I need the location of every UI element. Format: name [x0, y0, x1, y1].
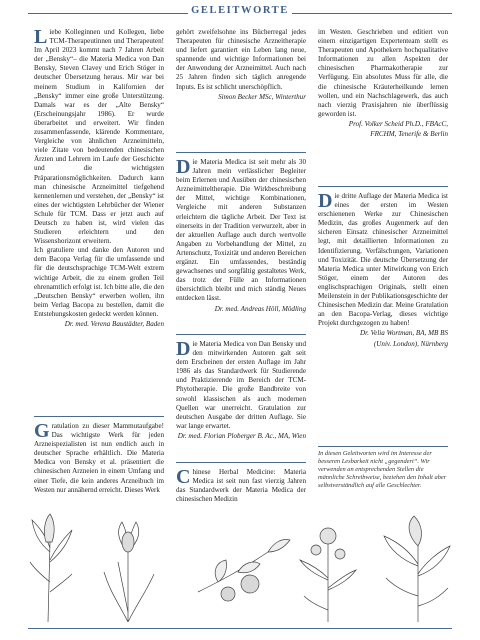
foreword-text: gehört zweifelsohne ins Bücherregal jedes Therapeuten für chinesische Arzneitherapie und liefert garantiert ein Leben lang neue, spannende und wichtige Informationen bei der Anwendung der Arzneimittel. Auch nach 25 Jahren finden sich täglich anregende Inputs. Es ist schlicht unerschöpflich.: [176, 28, 306, 91]
header-rule-right: [292, 13, 452, 14]
signature: Dr. med. Andreas Höll, Mödling: [214, 304, 306, 313]
signature-affiliation: FRCHM, Tenerife & Berlin: [370, 130, 448, 139]
signature: Dr. med. Verena Baustädter, Baden: [64, 320, 164, 328]
foreword-text: im Westen. Geschrieben und editiert von einem einzigartigen Expertenteam stellt es Therapeuten und Apothekern hochqualitative Informationen zu allen Aspekten der chinesischen Pharmakotherapie zur Verfügung. Ein absolutes Muss für alle, die die chinesische Kräuterheilkunde lernen wollen, und ein Nachschlagewerk, das auch nach vierzig Praxisjahren nie überflüssig geworden ist.: [318, 28, 448, 118]
drop-cap: L: [34, 26, 48, 48]
separator: [176, 334, 306, 335]
signature-affiliation: (Univ. London), Nürnberg: [373, 339, 448, 348]
leafy-plant-icon: [384, 516, 450, 622]
foreword-wortman: [318, 192, 448, 349]
foreword-text: ie dritte Auflage der Materia Medica ist eines der ersten im Westen erschienenen Werke zur Chinesischen Medizin, das großes Augenmerk auf den sicheren Einsatz chinesischer Arzneimittel legt, mit detaillierten Informationen zu Identifizierung, Verfälschungen, Variationen und Toxizität. Die deutsche Übersetzung der Materia Medica unter Mitwirkung von Erich Stöger, einem der Autoren des englischsprachigen Originals, stellt einen Meilenstein in der Publikationsgeschichte der Chinesischen Medizin dar. Meine Gratulation an den Bacopa-Verlag, dieses wichtige Projekt durchgezogen zu haben!: [318, 192, 448, 328]
foreword-text: ratulation zu dieser Mammutaufgabe! Das wichtigste Werk für jeden Arzneispezialisten ist nun endlich auch in deutscher Sprache erhältlich. Die Materia Medica von Bensky et al. präsentiert die chinesischen Arzneien in einem Umfang und einer Tiefe, die kein anderes Arzneibuch im Westen nur annähernd erreicht. Dieses Werk: [34, 422, 164, 494]
lily-plant-icon: [30, 514, 72, 622]
separator: [34, 416, 164, 417]
footer-rule: [28, 628, 452, 629]
botanical-illustrations: [28, 512, 452, 622]
signature: Dr. med. Florian Ploberger B. Ac., MA, Wien: [177, 431, 306, 440]
foreword-becker: [34, 422, 164, 495]
drop-cap: D: [176, 338, 191, 360]
foreword-becker-continued: [176, 28, 306, 102]
foreword-scheid: [176, 468, 306, 504]
foreword-baustaedter: [34, 28, 164, 329]
foreword-text: hinese Herbal Medicine: Materia Medica ist seit nun fast vierzig Jahren das Standardwerk der Materia Medica der chinesischen Medizin: [176, 468, 306, 504]
foreword-text-continued: Ich gratuliere und danke den Autoren und dem Bacopa Verlag für die umfassende und für die deutschsprachige TCM-Welt extrem wichtige Arbeit, die zu einem großen Teil ehrenamtlich erfolgt ist. Ich bitte alle, die den „Deutschen Bensky“ erwerben wollen, ihn beim Verlag Bacopa zu bestellen, damit die Entstehungskosten gedeckt werden können.: [34, 246, 164, 318]
flowering-herb-icon: [300, 528, 356, 622]
foreword-scheid-continued: [318, 28, 448, 139]
note-rule: [318, 446, 448, 447]
iris-plant-icon: [104, 522, 154, 622]
drop-cap: D: [318, 190, 333, 212]
signature: Prof. Volker Scheid Ph.D., FBAcC,: [348, 119, 448, 128]
drop-cap: G: [34, 420, 50, 442]
separator: [318, 186, 448, 187]
signature: Dr. Velia Wortman, BA, MB BS: [359, 329, 448, 338]
foreword-text: ie Materia Medica ist seit mehr als 30 Jahren mein verlässlicher Begleiter beim Erlernen und Ausüben der chinesischen Arzneimitteltherapie. Die Wirkbeschreibung der Mittel, wichtige Kombinationen, Vergleiche mit anderen Substanzen erleichtern die tägliche Arbeit. Der Text ist einerseits in der Tradition verwurzelt, aber in der aktuellen Auflage auch durch wertvolle Angaben zu Vorbehandlung der Mittel, zu Artenschutz, Toxizität und anderen Bereichen ergänzt. Ein umfassendes, beständig gewachsenes und sorgfältig gestaltetes Werk, das trotz der Fülle an Informationen übersichtlich bleibt und mich ständig Neues entdecken lässt.: [176, 158, 306, 303]
gender-note: In diesen Geleitworten wird im Interesse der besseren Lesbarkeit nicht „gegendert“. Wir verwenden an entsprechenden Stellen die männliche Schreibweise, beziehen den Inhalt aber selbstverständlich auf alle Geschlechter.: [318, 450, 447, 489]
page-header: [0, 2, 480, 24]
drop-cap: C: [176, 466, 191, 488]
foreword-ploberger: [176, 340, 306, 441]
foreword-hoell: [176, 158, 306, 314]
drop-cap: D: [176, 156, 191, 178]
foreword-text: ie Materia Medica von Dan Bensky und den mitwirkenden Autoren galt seit dem Erscheinen der ersten Auflage im Jahr 1986 als das Standardwerk für Studierende und Praktizierende im Bereich der TCM-Phytotherapie. Die große Bandbreite von sowohl klassischen als auch modernen Quellen war unerreicht. Gratulation zur deutschen Ausgabe der dritten Auflage. Sie war lange erwartet.: [176, 340, 306, 430]
separator: [176, 462, 306, 463]
separator: [176, 152, 306, 153]
fruit-branch-icon: [198, 540, 290, 602]
foreword-text: iebe Kolleginnen und Kollegen, liebe TCM-Therapeutinnen und Therapeuten! Im April 2023 kommt nach 7 Jahren Arbeit der „Bensky“– die Materia Medica von Dan Bensky, Steven Clavey und Erich Stöger in deutscher Übersetzung heraus. Mir war bei meinem Studium in Kalifornien der „Bensky“ immer eine große Unterstützung. Damals war es der „Alte Bensky“ (Erscheinungsjahr 1986). Er wurde überarbeitet und erweitert. Wir finden zusammenfassende, klärende Kommentare, Vergleiche von ähnlichen Arzneimitteln, viele Zitate von bedeutenden chinesischen Ärzten und Lehrern im Laufe der Geschichte und die wichtigsten Präparationsmöglichkeiten. Dadurch kann man chinesische Arzneimittel tiefgehend kennenlernen und verstehen, der „Bensky“ ist eines der wichtigsten Lehrbücher der Wiener Schule für TCM. Dass er jetzt auch auf Deutsch zu haben ist, wird vielen das Studieren erleichtern und den Wissenshorizont erweitern.: [34, 28, 165, 246]
page-title: GELEITWORTE: [191, 5, 289, 16]
header-rule-left: [28, 13, 188, 14]
signature: Simon Becker MSc, Winterthur: [218, 92, 306, 101]
